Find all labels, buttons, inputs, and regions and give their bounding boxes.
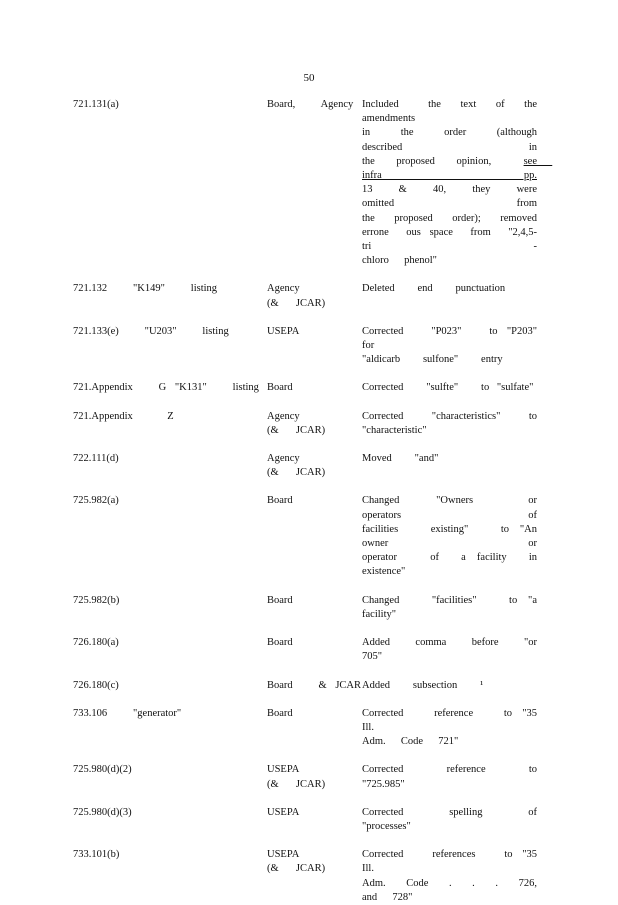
change-line: facilities existing" to "An owner or (362, 523, 553, 550)
change-line: Included the text of the amendments (362, 99, 553, 125)
source-cell: Agency (& JCAR) (267, 453, 326, 479)
section-cell: 725.982(b) (73, 594, 120, 606)
change-cell (362, 410, 537, 438)
change-line: 13 & 40, they were omitted from (362, 184, 553, 210)
change-line: the proposed opinion, see infra pp. (362, 155, 553, 182)
change-line: Changed "Owners or operators of (362, 495, 553, 521)
source-cell: Board (267, 495, 293, 507)
table-row (73, 452, 543, 480)
change-line: Corrected spelling of "processes" (362, 806, 553, 832)
change-cell (362, 381, 537, 395)
table-row (73, 679, 543, 693)
section-cell: 721.133(e) "U203" listing (73, 325, 229, 337)
source-cell: Board (267, 637, 293, 649)
section-cell: 721.Appendix Z (73, 410, 174, 422)
source-cell: Agency (& JCAR) (267, 410, 326, 436)
source-cell: USEPA (& JCAR) (267, 849, 326, 875)
change-cell (362, 282, 537, 310)
change-line: Added comma before "or 705" (362, 637, 553, 663)
table-row (73, 763, 543, 791)
table-row (73, 98, 560, 268)
change-line: Corrected reference to "725.985" (362, 764, 545, 790)
section-cell: 721.131(a) (73, 99, 119, 110)
change-line: chloro phenol" (362, 255, 437, 267)
table-row (73, 594, 543, 622)
underlined-citation: see infra pp. (362, 155, 553, 182)
change-cell (362, 806, 553, 834)
change-line: Deleted end punctuation (362, 283, 506, 295)
table-row (73, 707, 553, 750)
change-line: Corrected reference to "35 Ill. (362, 707, 553, 733)
source-cell: Board (267, 382, 293, 394)
change-cell (362, 98, 560, 268)
source-cell: Board, Agency (267, 99, 354, 110)
change-cell (362, 452, 537, 480)
table-row (73, 848, 553, 905)
change-line: the proposed order); removed (362, 212, 537, 224)
change-line: operator of a facility in existence" (362, 552, 553, 578)
source-cell: Board & JCAR (267, 679, 362, 691)
source-cell: USEPA (& JCAR) (267, 764, 326, 790)
table-row (73, 494, 553, 579)
page-number: 50 (303, 72, 315, 84)
source-cell: Board (267, 594, 293, 606)
change-line: "characteristic" (362, 424, 427, 436)
change-cell (362, 325, 560, 368)
change-cell (362, 679, 537, 693)
change-line: Adm. Code . . . 726, and 728" (362, 877, 553, 903)
section-cell: 726.180(a) (73, 637, 119, 649)
change-line: Corrected references to "35 Ill. (362, 849, 553, 875)
change-cell (362, 763, 545, 791)
corrections-table (73, 98, 560, 905)
section-cell: 721.132 "K149" listing (73, 283, 218, 295)
change-line: Corrected "sulfte" to "sulfate" (362, 382, 534, 394)
change-line: errone ous space from "2,4,5-tri - (362, 226, 537, 253)
section-cell: 725.980(d)(3) (73, 806, 132, 818)
table-row (73, 636, 553, 664)
change-cell (362, 636, 553, 664)
source-cell: Board (267, 707, 293, 719)
table-row (73, 806, 553, 834)
source-cell: USEPA (267, 325, 300, 337)
section-cell: 721.Appendix G "K131" listing (73, 382, 259, 394)
table-row (73, 325, 560, 368)
source-cell: USEPA (267, 806, 300, 818)
change-cell (362, 848, 553, 905)
change-line: Corrected "P023" to "P203" for (362, 325, 560, 352)
section-cell: 726.180(c) (73, 679, 119, 691)
change-line: in the order (although described in (362, 127, 560, 153)
section-cell: 725.980(d)(2) (73, 764, 132, 776)
section-cell: 733.106 "generator" (73, 707, 182, 719)
change-line: Corrected "characteristics" to (362, 410, 537, 422)
change-line: Adm. Code 721" (362, 736, 459, 748)
change-line: "aldicarb sulfone" entry (362, 354, 503, 366)
table-row (73, 410, 543, 438)
change-line: Moved "and" (362, 453, 439, 465)
change-cell (362, 594, 545, 622)
change-cell (362, 494, 553, 579)
table-row (73, 381, 543, 395)
change-cell (362, 707, 553, 750)
section-cell: 733.101(b) (73, 849, 120, 861)
source-cell: Agency (& JCAR) (267, 283, 326, 309)
change-line: Changed "facilities" to "a facility" (362, 594, 545, 620)
change-line: Added subsection ¹ (362, 679, 484, 691)
table-row (73, 282, 543, 310)
section-cell: 725.982(a) (73, 495, 119, 507)
section-cell: 722.111(d) (73, 453, 119, 465)
